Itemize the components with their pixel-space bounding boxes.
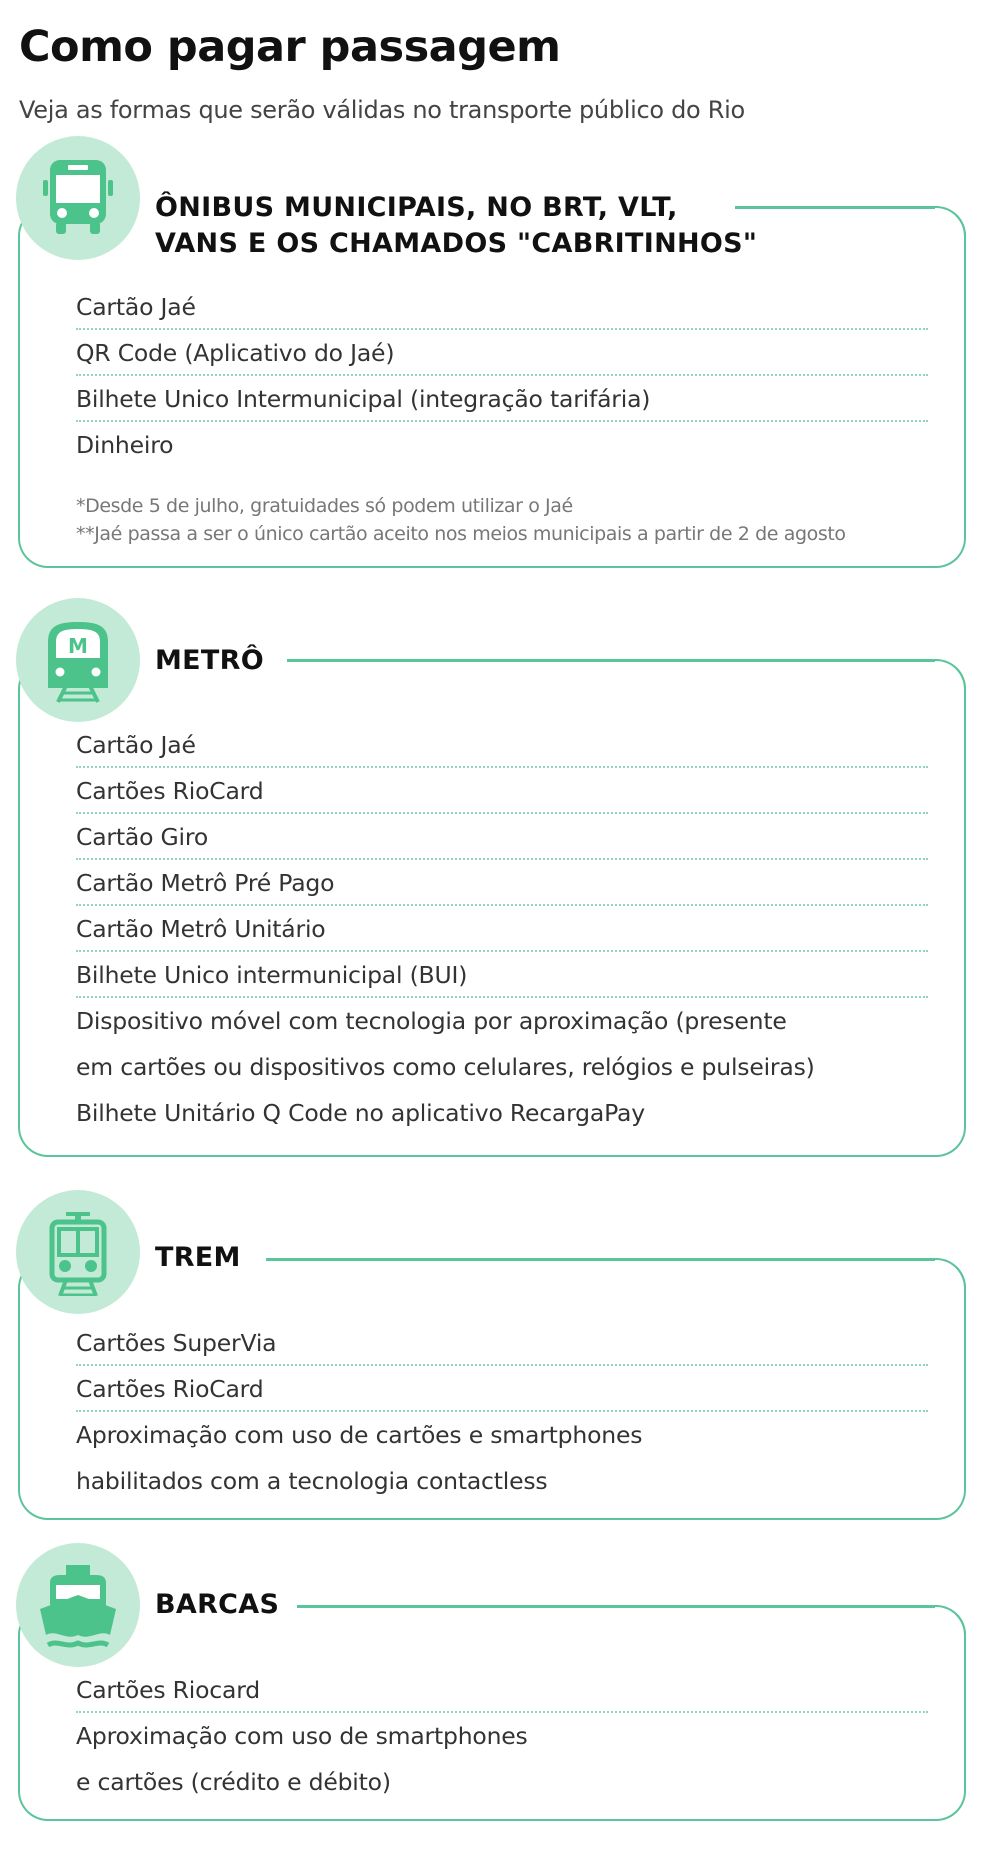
metro-icon bbox=[34, 616, 122, 704]
svg-text:M: M bbox=[68, 634, 88, 658]
card-header-line bbox=[287, 659, 935, 662]
list-item: Aproximação com uso de cartões e smartphones bbox=[76, 1421, 643, 1449]
footnote: *Desde 5 de julho, gratuidades só podem utilizar o Jaé bbox=[76, 495, 573, 517]
list-item: QR Code (Aplicativo do Jaé) bbox=[76, 330, 928, 376]
payment-list-trem bbox=[76, 1320, 928, 1504]
section-title-line: ÔNIBUS MUNICIPAIS, NO BRT, VLT, bbox=[155, 192, 678, 223]
payment-list-barcas bbox=[76, 1667, 928, 1805]
list-item: Bilhete Unico Intermunicipal (integração tarifária) bbox=[76, 376, 928, 422]
list-item: Cartões SuperVia bbox=[76, 1320, 928, 1366]
page-subtitle: Veja as formas que serão válidas no transporte público do Rio bbox=[19, 96, 745, 124]
section-title-onibus bbox=[155, 190, 757, 262]
list-item: Bilhete Unitário Q Code no aplicativo RecargaPay bbox=[76, 1099, 645, 1127]
section-title-line: BARCAS bbox=[155, 1589, 280, 1620]
list-item: Bilhete Unico intermunicipal (BUI) bbox=[76, 952, 928, 998]
list-item: Cartão Metrô Unitário bbox=[76, 906, 928, 952]
ferry-icon-circle bbox=[16, 1543, 140, 1667]
list-item: habilitados com a tecnologia contactless bbox=[76, 1467, 548, 1495]
section-title-line: VANS E OS CHAMADOS "CABRITINHOS" bbox=[155, 228, 758, 259]
card-header-line bbox=[735, 206, 935, 209]
section-title-metro bbox=[155, 643, 264, 679]
list-item: Cartões RioCard bbox=[76, 768, 928, 814]
train-icon-circle bbox=[16, 1190, 140, 1314]
card-corner bbox=[934, 206, 966, 238]
payment-list-onibus bbox=[76, 284, 928, 468]
card-header-line bbox=[297, 1605, 935, 1608]
card-corner bbox=[934, 659, 966, 691]
card-corner bbox=[934, 1258, 966, 1290]
section-title-barcas bbox=[155, 1587, 279, 1623]
list-item: e cartões (crédito e débito) bbox=[76, 1768, 391, 1796]
footnote: **Jaé passa a ser o único cartão aceito nos meios municipais a partir de 2 de agosto bbox=[76, 523, 846, 545]
train-icon bbox=[34, 1208, 122, 1296]
list-item: Cartões RioCard bbox=[76, 1366, 928, 1412]
payment-list-metro bbox=[76, 722, 928, 1136]
list-item: Cartão Metrô Pré Pago bbox=[76, 860, 928, 906]
card-corner bbox=[934, 1605, 966, 1637]
list-item: Cartões Riocard bbox=[76, 1667, 928, 1713]
page-title: Como pagar passagem bbox=[19, 22, 561, 72]
list-item: Cartão Jaé bbox=[76, 284, 928, 330]
section-title-line: METRÔ bbox=[155, 645, 264, 676]
list-item: Cartão Jaé bbox=[76, 722, 928, 768]
section-title-trem bbox=[155, 1240, 241, 1276]
section-title-line: TREM bbox=[155, 1242, 241, 1273]
bus-icon bbox=[34, 154, 122, 242]
list-item: Dinheiro bbox=[76, 431, 174, 459]
list-item: em cartões ou dispositivos como celulares, relógios e pulseiras) bbox=[76, 1053, 815, 1081]
footnotes bbox=[76, 492, 956, 548]
list-item: Aproximação com uso de smartphones bbox=[76, 1722, 528, 1750]
ferry-icon bbox=[34, 1561, 122, 1649]
bus-icon-circle bbox=[16, 136, 140, 260]
card-header-line bbox=[266, 1258, 935, 1261]
list-item: Cartão Giro bbox=[76, 814, 928, 860]
metro-icon-circle bbox=[16, 598, 140, 722]
list-item: Dispositivo móvel com tecnologia por aproximação (presente bbox=[76, 1007, 787, 1035]
